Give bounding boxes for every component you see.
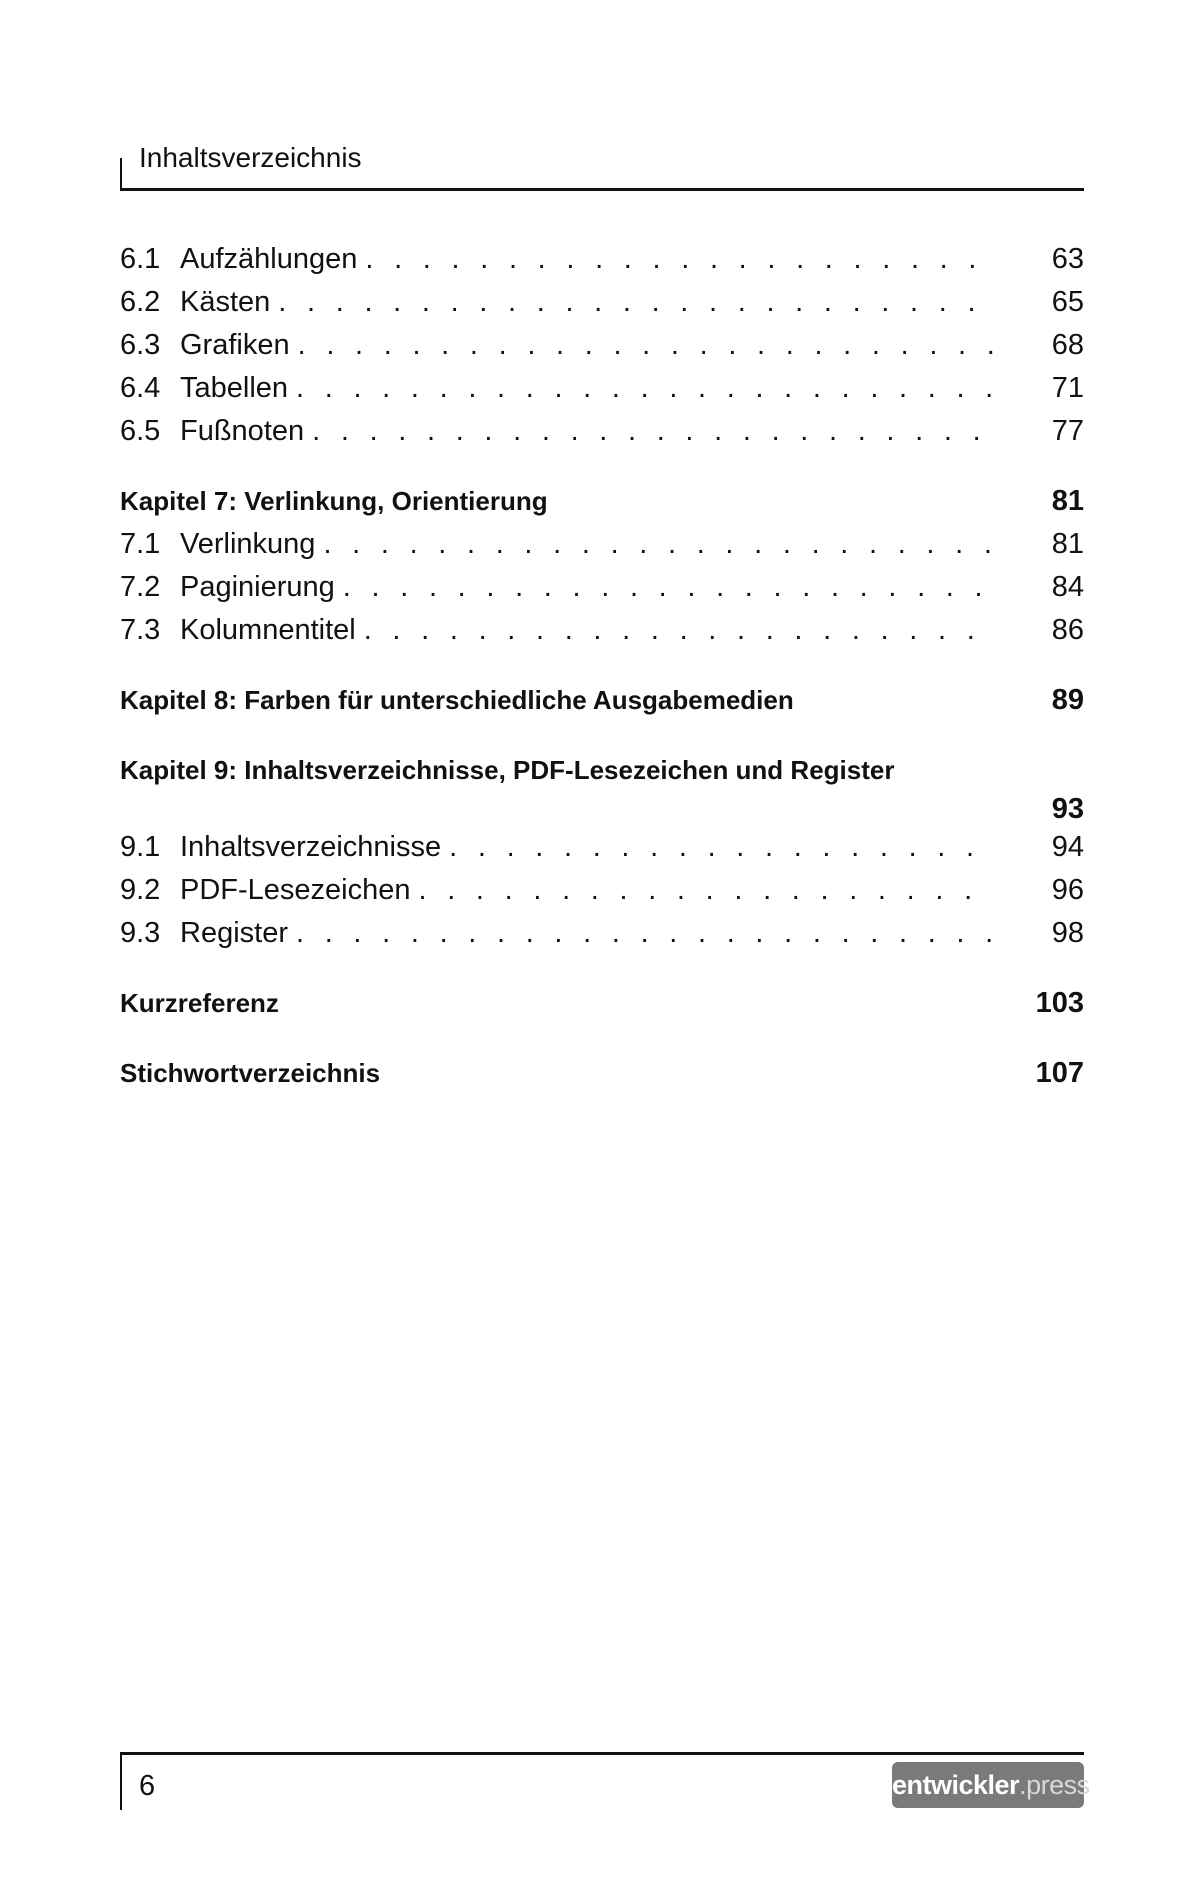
entry-number: 9.2 <box>120 874 161 906</box>
logo-text-suffix: .press <box>1019 1770 1090 1800</box>
toc-entry-7-1[interactable] <box>120 523 1084 566</box>
entry-label: Inhaltsverzeichnisse <box>180 831 442 863</box>
entry-number: 7.1 <box>120 528 161 560</box>
entry-page: 98 <box>1051 917 1084 949</box>
header-vertical-rule <box>120 158 122 190</box>
entry-number: 6.2 <box>120 286 161 318</box>
entry-number: 6.1 <box>120 243 161 275</box>
entry-page: 77 <box>1051 415 1084 447</box>
dot-leader <box>335 566 994 609</box>
page-footer <box>120 1752 1090 1812</box>
dot-leader <box>356 609 994 652</box>
toc-chapter-9[interactable] <box>120 749 1084 826</box>
toc-entry-9-2[interactable] <box>120 869 1084 912</box>
entry-number: 9.1 <box>120 831 161 863</box>
dot-leader <box>288 912 994 955</box>
dot-leader <box>357 238 994 281</box>
logo-text-main: entwickler <box>892 1770 1020 1800</box>
entry-label: Aufzählungen <box>180 243 358 275</box>
toc-entry-9-3[interactable] <box>120 912 1084 955</box>
entry-number: 7.2 <box>120 571 161 603</box>
entry-label: Register <box>180 917 288 949</box>
toc-chapter-7[interactable] <box>120 480 1084 523</box>
chapter-page: 81 <box>1051 485 1084 517</box>
toc-stichwortverzeichnis[interactable] <box>120 1052 1084 1095</box>
chapter-page: 107 <box>1035 1057 1084 1089</box>
toc-chapter-8[interactable] <box>120 679 1084 722</box>
entry-page: 68 <box>1051 329 1084 361</box>
entry-label: Paginierung <box>180 571 335 603</box>
entry-label: Tabellen <box>180 372 289 404</box>
entry-page: 63 <box>1051 243 1084 275</box>
running-header <box>120 128 1084 192</box>
entry-label: Grafiken <box>180 329 290 361</box>
header-rule <box>120 188 1084 191</box>
entry-label: PDF-Lesezeichen <box>180 874 411 906</box>
toc-entry-6-4[interactable] <box>120 367 1084 410</box>
table-of-contents <box>120 238 1084 1095</box>
entry-page: 71 <box>1051 372 1084 404</box>
entry-page: 65 <box>1051 286 1084 318</box>
entry-label: Fußnoten <box>180 415 305 447</box>
publisher-logo <box>892 1762 1090 1808</box>
chapter-label: Kapitel 7: Verlinkung, Orientierung <box>120 486 548 516</box>
entry-page: 86 <box>1051 614 1084 646</box>
chapter-label: Kapitel 8: Farben für unterschiedliche Ausgabemedien <box>120 685 794 715</box>
toc-entry-6-5[interactable] <box>120 410 1084 453</box>
dot-leader <box>270 281 994 324</box>
chapter-page: 93 <box>1051 793 1084 825</box>
toc-entry-7-2[interactable] <box>120 566 1084 609</box>
footer-rule <box>120 1752 1084 1755</box>
dot-leader <box>411 869 995 912</box>
entry-page: 94 <box>1051 831 1084 863</box>
entry-label: Kolumnentitel <box>180 614 356 646</box>
dot-leader <box>290 324 994 367</box>
chapter-label: Stichwortverzeichnis <box>120 1058 381 1088</box>
entry-number: 9.3 <box>120 917 161 949</box>
toc-entry-9-1[interactable] <box>120 826 1084 869</box>
toc-entry-7-3[interactable] <box>120 609 1084 652</box>
dot-leader <box>315 523 994 566</box>
entry-number: 6.5 <box>120 415 161 447</box>
entry-page: 96 <box>1051 874 1084 906</box>
page-number: 6 <box>139 1770 156 1802</box>
toc-entry-6-1[interactable] <box>120 238 1084 281</box>
toc-entry-6-3[interactable] <box>120 324 1084 367</box>
footer-vertical-rule <box>120 1752 122 1810</box>
entry-label: Verlinkung <box>180 528 316 560</box>
chapter-page: 103 <box>1035 987 1084 1019</box>
entry-label: Kästen <box>180 286 271 318</box>
entry-page: 81 <box>1051 528 1084 560</box>
dot-leader <box>288 367 994 410</box>
entry-number: 6.4 <box>120 372 161 404</box>
chapter-page: 89 <box>1051 684 1084 716</box>
dot-leader <box>441 826 994 869</box>
chapter-label: Kurzreferenz <box>120 988 279 1018</box>
entry-page: 84 <box>1051 571 1084 603</box>
toc-entry-6-2[interactable] <box>120 281 1084 324</box>
header-title: Inhaltsverzeichnis <box>139 142 362 173</box>
toc-kurzreferenz[interactable] <box>120 982 1084 1025</box>
chapter-label: Kapitel 9: Inhaltsverzeichnisse, PDF-Lesezeichen und Register <box>120 755 895 785</box>
dot-leader <box>304 410 994 453</box>
entry-number: 7.3 <box>120 614 161 646</box>
entry-number: 6.3 <box>120 329 161 361</box>
